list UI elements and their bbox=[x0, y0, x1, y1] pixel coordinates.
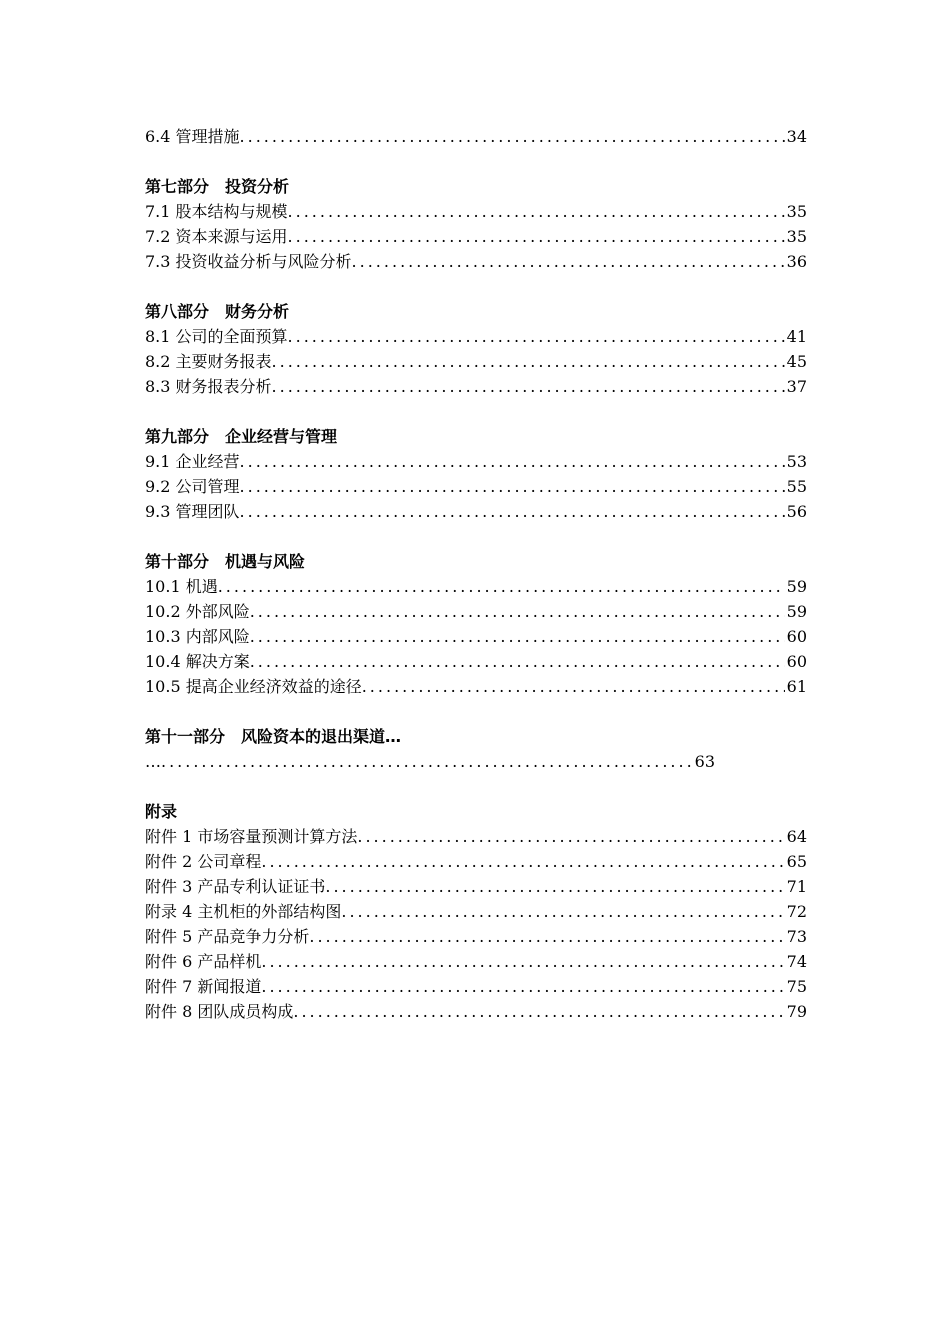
toc-entry[interactable] bbox=[145, 949, 807, 974]
toc-entry-label: 附件 6 产品样机 bbox=[145, 952, 262, 971]
toc-entry-page: 53 bbox=[786, 452, 807, 471]
toc-entry[interactable] bbox=[145, 499, 807, 524]
toc-entry-label: 附件 8 团队成员构成 bbox=[145, 1002, 294, 1021]
toc-leader-dots bbox=[362, 674, 785, 699]
toc-entry[interactable] bbox=[145, 199, 807, 224]
toc-entry-label: 10.2 外部风险 bbox=[145, 602, 250, 621]
toc-section bbox=[145, 424, 807, 524]
toc-entry[interactable] bbox=[145, 674, 807, 699]
toc-leader-dots bbox=[352, 249, 785, 274]
toc-entry-page: 36 bbox=[786, 252, 807, 271]
toc-entry-label: 10.1 机遇 bbox=[145, 577, 218, 596]
toc-entry-page: 37 bbox=[786, 377, 807, 396]
toc-entry-page: 73 bbox=[786, 927, 807, 946]
toc-pre-section bbox=[145, 124, 807, 149]
toc-entry-page: 59 bbox=[786, 577, 807, 596]
toc-leader-dots bbox=[240, 499, 785, 524]
toc-entry-label: … bbox=[145, 752, 161, 771]
toc-section-heading[interactable]: 附录 bbox=[145, 802, 178, 821]
toc-entry[interactable] bbox=[145, 374, 807, 399]
toc-leader-dots bbox=[261, 849, 784, 874]
toc-leader-dots bbox=[272, 374, 785, 399]
toc-entry[interactable] bbox=[145, 874, 807, 899]
toc-entry-label: 附件 5 产品竞争力分析 bbox=[145, 927, 310, 946]
toc-leader-dots bbox=[272, 349, 785, 374]
toc-leader-dots bbox=[288, 224, 785, 249]
toc-entry[interactable] bbox=[145, 224, 807, 249]
toc-entry[interactable] bbox=[145, 824, 807, 849]
toc-entry[interactable] bbox=[145, 999, 807, 1024]
toc-leader-dots bbox=[261, 974, 784, 999]
toc-entry[interactable] bbox=[145, 124, 807, 149]
toc-leader-dots bbox=[293, 999, 784, 1024]
toc-leader-dots bbox=[250, 649, 785, 674]
toc-entry[interactable] bbox=[145, 899, 807, 924]
toc-entry-page: 65 bbox=[786, 852, 807, 871]
toc-entry[interactable] bbox=[145, 649, 807, 674]
toc-entry[interactable] bbox=[145, 349, 807, 374]
toc-entry-label: 6.4 管理措施 bbox=[145, 127, 240, 146]
toc-entry-label: 附录 4 主机柜的外部结构图 bbox=[145, 902, 342, 921]
toc-entry-page: 61 bbox=[786, 677, 807, 696]
toc-section-heading[interactable]: 第八部分 财务分析 bbox=[145, 302, 290, 321]
toc-leader-dots bbox=[240, 474, 785, 499]
toc-entry-label: 7.2 资本来源与运用 bbox=[145, 227, 288, 246]
toc-entry-page: 72 bbox=[786, 902, 807, 921]
toc-leader-dots bbox=[250, 624, 785, 649]
toc-entry-page: 34 bbox=[786, 127, 807, 146]
toc-entry-page: 45 bbox=[786, 352, 807, 371]
toc-entry-label: 8.3 财务报表分析 bbox=[145, 377, 272, 396]
toc-entry-page: 75 bbox=[786, 977, 807, 996]
toc-leader-dots bbox=[288, 199, 785, 224]
toc-entry[interactable] bbox=[145, 599, 807, 624]
toc-entry-page: 63 bbox=[694, 752, 715, 771]
toc-entry-label: 10.4 解决方案 bbox=[145, 652, 250, 671]
toc-section bbox=[145, 299, 807, 399]
toc-entry-label: 8.1 公司的全面预算 bbox=[145, 327, 288, 346]
toc-entry-label: 10.5 提高企业经济效益的途径 bbox=[145, 677, 362, 696]
toc-leader-dots bbox=[357, 824, 784, 849]
toc-leader-dots bbox=[250, 599, 785, 624]
toc-leader-dots bbox=[341, 899, 784, 924]
toc-entry-page: 56 bbox=[786, 502, 807, 521]
toc-leader-dots bbox=[288, 324, 785, 349]
toc-section-appendix bbox=[145, 799, 807, 1024]
toc-entry-page: 60 bbox=[786, 627, 807, 646]
toc-entry-page: 64 bbox=[786, 827, 807, 846]
toc-leader-dots bbox=[240, 449, 785, 474]
toc-entry-label: 7.1 股本结构与规模 bbox=[145, 202, 288, 221]
toc-entry[interactable] bbox=[145, 324, 807, 349]
toc-entry-continuation[interactable] bbox=[145, 749, 715, 774]
toc-entry-page: 71 bbox=[786, 877, 807, 896]
toc-entry[interactable] bbox=[145, 974, 807, 999]
toc-section bbox=[145, 724, 807, 774]
toc-entry[interactable] bbox=[145, 474, 807, 499]
toc-entry-page: 41 bbox=[786, 327, 807, 346]
toc-leader-dots bbox=[309, 924, 784, 949]
toc-leader-dots bbox=[325, 874, 784, 899]
toc-leader-dots bbox=[161, 749, 693, 774]
toc-entry-page: 60 bbox=[786, 652, 807, 671]
toc-entry[interactable] bbox=[145, 924, 807, 949]
toc-entry[interactable] bbox=[145, 624, 807, 649]
toc-entry-label: 9.3 管理团队 bbox=[145, 502, 240, 521]
toc-section-heading[interactable]: 第十一部分 风险资本的退出渠道… bbox=[145, 727, 402, 746]
toc-section-heading[interactable]: 第七部分 投资分析 bbox=[145, 177, 290, 196]
toc-entry-label: 9.1 企业经营 bbox=[145, 452, 240, 471]
toc-entry-page: 74 bbox=[786, 952, 807, 971]
toc-entry-label: 附件 7 新闻报道 bbox=[145, 977, 262, 996]
toc-leader-dots bbox=[240, 124, 785, 149]
toc-section bbox=[145, 549, 807, 699]
toc-entry-page: 79 bbox=[786, 1002, 807, 1021]
table-of-contents bbox=[145, 124, 807, 1049]
toc-section-heading[interactable]: 第十部分 机遇与风险 bbox=[145, 552, 306, 571]
toc-entry-label: 附件 2 公司章程 bbox=[145, 852, 262, 871]
toc-entry-label: 附件 1 市场容量预测计算方法 bbox=[145, 827, 358, 846]
toc-entry-page: 55 bbox=[786, 477, 807, 496]
toc-section bbox=[145, 174, 807, 274]
toc-entry-label: 10.3 内部风险 bbox=[145, 627, 250, 646]
toc-entry[interactable] bbox=[145, 849, 807, 874]
toc-entry[interactable] bbox=[145, 574, 807, 599]
toc-entry-label: 8.2 主要财务报表 bbox=[145, 352, 272, 371]
toc-entry-label: 9.2 公司管理 bbox=[145, 477, 240, 496]
toc-entry-page: 59 bbox=[786, 602, 807, 621]
toc-entry-page: 35 bbox=[786, 227, 807, 246]
toc-entry-label: 附件 3 产品专利认证证书 bbox=[145, 877, 326, 896]
toc-entry-label: 7.3 投资收益分析与风险分析 bbox=[145, 252, 352, 271]
toc-leader-dots bbox=[218, 574, 785, 599]
toc-entry-page: 35 bbox=[786, 202, 807, 221]
toc-leader-dots bbox=[261, 949, 784, 974]
toc-section-heading[interactable]: 第九部分 企业经营与管理 bbox=[145, 427, 338, 446]
toc-entry[interactable] bbox=[145, 449, 807, 474]
toc-entry[interactable] bbox=[145, 249, 807, 274]
